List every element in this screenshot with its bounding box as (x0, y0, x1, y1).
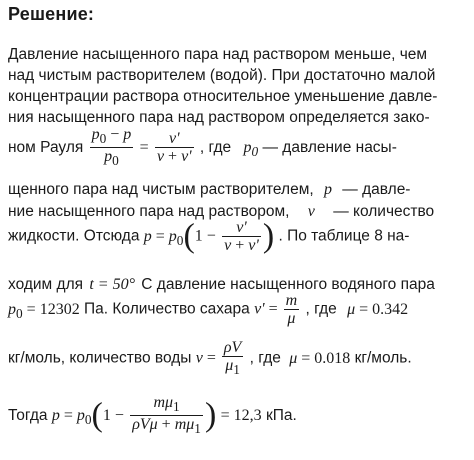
raoult-line: ном Рауля $\frac{p_0 - p}{p_0}$ = $\frac{\nu'}{\nu + \nu'}$ , где $p_0$ — давление насы- (8, 126, 397, 169)
fraction-final: $\frac{m\mu_1}{\rho V\mu + m\mu_1}$ (132, 394, 201, 437)
text-line-4: ния насыщенного пара над раствором определяется зако- (8, 109, 430, 126)
text-line-6: щенного пара над чистым растворителем, p — давле- (8, 181, 411, 198)
water-amount-line: кг/моль, количество воды ν = $\frac{\rho V}{\mu_1}$ , где μ = 0.018 кг/моль. (8, 339, 412, 378)
final-result-line: Тогда $p = p_0(1$ − $\frac{m\mu_1}{\rho V\mu + m\mu_1}$ ) = 12,3 кПа. (8, 394, 297, 437)
solution-heading: Решение: (8, 4, 95, 24)
text-line-1: Давление насыщенного пара над раствором меньше, чем (8, 46, 428, 63)
text-line-3: концентрации раствора относительное уменьшение давле- (8, 88, 438, 105)
text-line-9: ходим для t = 50° С давление насыщенного водяного пара (8, 276, 435, 293)
raoult-rhs-fraction: $\frac{\nu'}{\nu + \nu'}$ (156, 130, 192, 166)
fraction-nu: $\frac{\nu'}{\nu + \nu'}$ (224, 219, 259, 254)
raoult-intro: ном Рауля (8, 138, 84, 156)
sugar-amount-line: $p_0 = 12302$ Па. Количество сахара ν' = $\frac{m}{\mu}$ , где μ = 0.342 (8, 292, 409, 327)
fraction-rhoV-mu1: $\frac{\rho V}{\mu_1}$ (223, 339, 242, 378)
pressure-formula-line: жидкости. Отсюда $p = p_0(1$ − $\frac{\nu'}{\nu + \nu'}$ ) . По таблице 8 на- (8, 217, 410, 255)
text-line-2: над чистым растворителем (водой). При достаточно малой (8, 67, 436, 84)
fraction-m-mu: $\frac{m}{\mu}$ (285, 292, 298, 327)
raoult-lhs-fraction: $\frac{p_0 - p}{p_0}$ (91, 126, 132, 169)
text-line-7: ние насыщенного пара над раствором, ν — количество (8, 203, 435, 220)
